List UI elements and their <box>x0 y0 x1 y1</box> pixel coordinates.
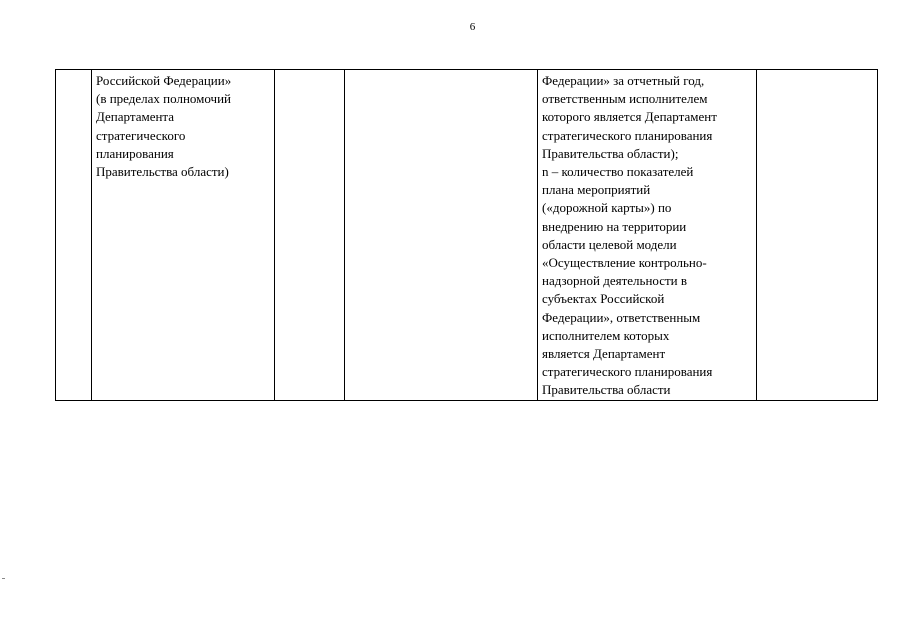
text-line: Правительства области) <box>96 164 229 180</box>
text-line: планирования <box>96 145 174 161</box>
text-line: «Осуществление контрольно- <box>542 255 707 271</box>
text-line: (в пределах полномочий <box>96 91 231 107</box>
text-line: области целевой модели <box>542 236 677 252</box>
text-line: ответственным исполнителем <box>542 91 708 107</box>
text-line: внедрению на территории <box>542 218 687 234</box>
text-line: Федерации» за отчетный год, <box>542 73 705 88</box>
text-line: которого является Департамент <box>542 109 717 125</box>
text-line: стратегического планирования <box>542 127 713 143</box>
text-line: стратегического <box>96 127 186 143</box>
text-line: является Департамент <box>542 346 666 362</box>
scan-margin-mark <box>2 578 5 579</box>
table-row <box>56 70 878 401</box>
table-cell-number <box>56 70 92 401</box>
table-cell-empty <box>757 70 878 401</box>
table-cell-empty <box>275 70 345 401</box>
text-line: Правительства области <box>542 382 671 398</box>
text-line: плана мероприятий <box>542 182 651 198</box>
table-cell-responsible <box>92 70 275 401</box>
text-line: субъектах Российской <box>542 291 665 307</box>
text-line: Федерации», ответственным <box>542 309 701 325</box>
text-line: Российской Федерации» <box>96 73 232 88</box>
text-line: надзорной деятельности в <box>542 273 688 289</box>
text-line: Правительства области); <box>542 145 679 161</box>
text-line: Департамента <box>96 109 175 125</box>
text-line: n – количество показателей <box>542 164 694 180</box>
page-number: 6 <box>469 21 476 33</box>
continuation-table <box>55 69 878 401</box>
table-cell-calculation <box>538 70 757 401</box>
table-cell-empty <box>345 70 538 401</box>
text-line: исполнителем которых <box>542 327 670 343</box>
text-line: стратегического планирования <box>542 364 713 380</box>
text-line: («дорожной карты») по <box>542 200 672 216</box>
